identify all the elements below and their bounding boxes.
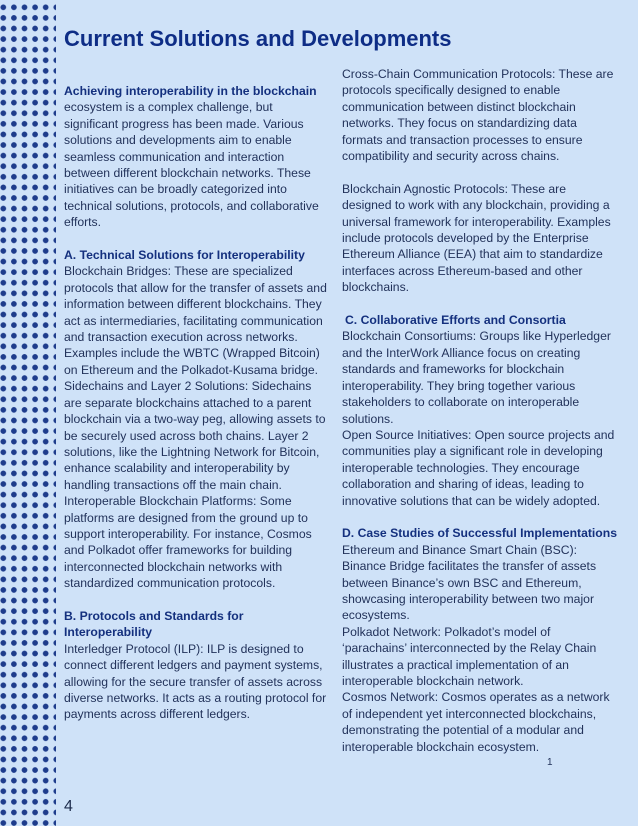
section-a-heading: A. Technical Solutions for Interoperability xyxy=(64,248,305,263)
open-source-paragraph: Open Source Initiatives: Open source projects and communities play a significant role in developing interoperable technologies. They encourage collaboration and sharing of ideas, leading to innovative solutions that can be widely adopted. xyxy=(342,427,615,508)
cross-chain-paragraph: Cross-Chain Communication Protocols: These are protocols specifically designed to enable communication between distinct blockchain networks. They focus on standardizing data formats and transaction processes to ensure compatibility and security across chains. xyxy=(342,67,614,164)
right-column xyxy=(342,66,618,755)
page-title: Current Solutions and Developments xyxy=(64,26,452,51)
page-number: 4 xyxy=(64,798,73,815)
sidechains-paragraph: Sidechains and Layer 2 Solutions: Sidechains are separate blockchains attached to a parent blockchain via a two-way peg, allowing assets to be securely used across both chains. Layer 2 solutions, like the Lightning Network for Bitcoin, enhance scalability and interoperability by handling transactions off the main chain. xyxy=(64,379,326,492)
blockchain-bridges-paragraph: Blockchain Bridges: These are specialized protocols that allow for the transfer of assets and information between different blockchains. They act as intermediaries, facilitating communication and transaction execution across networks. Examples include the WBTC (Wrapped Bitcoin) on Ethereum and the Polkadot-Kusama bridge. xyxy=(64,264,327,377)
intro-paragraph xyxy=(64,83,328,231)
cosmos-paragraph: Cosmos Network: Cosmos operates as a network of independent yet interconnected blockchains, demonstrating the potential of a modular and interoperable blockchain ecosystem. xyxy=(342,690,610,754)
left-column xyxy=(64,83,328,723)
footnote-mark: 1 xyxy=(547,757,553,768)
section-c-heading: C. Collaborative Efforts and Consortia xyxy=(345,313,566,328)
consortiums-paragraph: Blockchain Consortiums: Groups like Hyperledger and the InterWork Alliance focus on creating standards and frameworks for blockchain interoperability. They bring together various stakeholders to collaborate on interoperable solutions. xyxy=(342,329,611,426)
ilp-paragraph: Interledger Protocol (ILP): ILP is designed to connect different ledgers and payment systems, allowing for the secure transfer of assets across diverse networks. It acts as a routing protocol for payments across different ledgers. xyxy=(64,641,327,722)
intro-lead: Achieving interoperability in the blockchain xyxy=(64,84,317,98)
section-d-heading: D. Case Studies of Successful Implementations xyxy=(342,526,617,541)
dot-pattern-decoration xyxy=(0,0,56,826)
polkadot-paragraph: Polkadot Network: Polkadot’s model of ‘parachains’ interconnected by the Relay Chain illustrates a practical implementation of an interoperable blockchain network. xyxy=(342,624,597,688)
section-b-heading: B. Protocols and Standards for Interoperability xyxy=(64,608,244,640)
intro-text: ecosystem is a complex challenge, but significant progress has been made. Various solutions and developments aim to enable seamless communication and interaction between different blockchain networks. These initiatives can be broadly categorized into technical solutions, protocols, and collaborative efforts. xyxy=(64,100,319,230)
eth-bsc-paragraph: Ethereum and Binance Smart Chain (BSC): Binance Bridge facilitates the transfer of assets between Binance’s own BSC and Ethereum, showcasing interoperability between two major ecosystems. xyxy=(342,542,597,623)
interoperable-platforms-paragraph: Interoperable Blockchain Platforms: Some platforms are designed from the ground up to support interoperability. For instance, Cosmos and Polkadot offer frameworks for building interconnected blockchain networks with standardized communication protocols. xyxy=(64,494,312,591)
agnostic-protocols-paragraph: Blockchain Agnostic Protocols: These are designed to work with any blockchain, providing a universal framework for interoperability. Examples include protocols developed by the Enterprise Ethereum Alliance (EEA) that aim to standardize interfaces across Ethereum-based and other blockchains. xyxy=(342,181,611,295)
